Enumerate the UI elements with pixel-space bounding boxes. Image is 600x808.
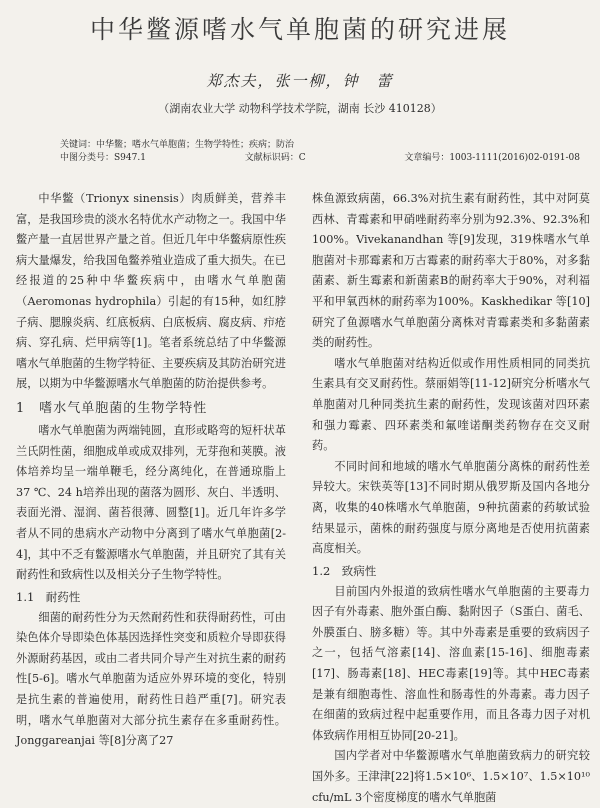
- class-number: 中图分类号：S947.1: [60, 153, 146, 163]
- subsection-heading: 1.2 致病性: [312, 563, 377, 578]
- meta-block: [60, 139, 580, 165]
- paragraph: 株鱼源致病菌，66.3%对抗生素有耐药性，其中对阿莫西林、青霉素和甲硝唑耐药率分别为92.3%、92.3%和100%。Vivekanandhan 等[9]发现，319株嗜水气单胞菌对卡那霉素和万古霉素的耐药率大于80%，对多黏菌素、新生霉素和新菌素B的耐药率大于90%，对利福平和甲氧西林的耐药率为100%。Kaskhedikar 等[10]研究了鱼源嗜水气单胞菌分离株对青霉素类和多黏菌素类的耐药性。: [312, 192, 590, 350]
- subsection-heading: 1.1 耐药性: [16, 589, 81, 604]
- paragraph: 嗜水气单胞菌为两端钝圆，直形或略弯的短杆状革兰氏阴性菌，细胞成单或成双排列，无芽孢和荚膜。液体培养均呈一端单鞭毛，经分离纯化，在普通琼脂上37 ℃、24 h培养出现的菌落为圆形、灰白、半透明、表面光滑、湿润、菌苔很薄、圆整[1]。近几年许多学者从不同的患病水产动物中分离到了嗜水气单胞菌[2-4]，其中不乏有鳖源嗜水气单胞菌，并且研究了其有关耐药性和致病性以及相关分子生物学特性。: [16, 423, 286, 582]
- paragraph: 中华鳖（Trionyx sinensis）肉质鲜美，营养丰富，是我国珍贵的淡水名特优水产动物之一。我国中华鳖产量一直居世界产量之首。但近几年中华鳖病原性疾病大量爆发，给我国龟鳖养殖业造成了重大损失。在已经报道的25种中华鳖疾病中，由嗜水气单胞菌（Aeromonas hydrophila）引起的有15种，如红脖子病、腮腺炎病、红底板病、白底板病、腐皮病、疖疮病、穿孔病、烂甲病等[1]。笔者系统总结了中华鳖源嗜水气单胞菌的生物学特征、主要疾病及其防治研究进展，以期为中华鳖源嗜水气单胞菌的防治提供参考。: [16, 192, 286, 391]
- paragraph: 国内学者对中华鳖源嗜水气单胞菌致病力的研究较国外多。王津津[22]将1.5×10⁶、1.5×10⁷、1.5×10¹⁰ cfu/mL 3个密度梯度的嗜水气单胞菌: [312, 749, 590, 804]
- paragraph: 细菌的耐药性分为天然耐药性和获得耐药性，可由染色体介导即染色体基因选择性突变和质粒介导即获得外源耐药基因，或由二者共同介导产生对抗生素的耐药性[5-6]。嗜水气单胞菌为适应外界环境的变化，特别是抗生素的普遍使用，耐药性日趋严重[7]。研究表明，嗜水气单胞菌对大部分抗生素存在多重耐药性。Jonggareanjai 等[8]分离了27: [16, 610, 286, 748]
- paper-title: 中华鳖源嗜水气单胞菌的研究进展: [89, 15, 510, 44]
- meta-row: [60, 152, 580, 165]
- paragraph: 目前国内外报道的致病性嗜水气单胞菌的主要毒力因子有外毒素、胞外蛋白酶、黏附因子（S蛋白、菌毛、外膜蛋白、膀多糖）等。其中外毒素是重要的致病因子之一，包括气溶素[14]、溶血素[15-16]、细胞毒素[17]、肠毒素[18]、HEC毒素[19]等。其中HEC毒素是兼有细胞毒性、溶血性和肠毒性的外毒素。毒力因子在细菌的致病过程中起重要作用，而且各毒力因子对机体致病作用相互协同[20-21]。: [312, 584, 590, 742]
- article-number: 文章编号：1003-1111(2016)02-0191-08: [404, 153, 580, 163]
- keywords: 关键词：中华鳖；嗜水气单胞菌；生物学特性；疾病；防治: [60, 140, 295, 150]
- document-code: 文献标识码：C: [244, 153, 306, 163]
- authors: 郑杰夫，张一柳，钟 蕾: [206, 72, 394, 90]
- paragraph: 嗜水气单胞菌对结构近似或作用性质相同的同类抗生素具有交叉耐药性。蔡丽娟等[11-12]研究分析嗜水气单胞菌对几种同类抗生素的耐药性，发现该菌对四环素和强力霉素、四环素类和氟喹诺酮类药物存在交叉耐药。: [312, 356, 590, 453]
- left-column: [16, 189, 286, 752]
- paragraph: 不同时间和地域的嗜水气单胞菌分离株的耐药性差异较大。宋铁英等[13]不同时期从俄罗斯及国内各地分离，收集的40株嗜水气单胞菌，9种抗菌素的药敏试验结果显示，菌株的耐药强度与原分离地是否使用抗菌素高度相关。: [312, 459, 590, 556]
- section-heading: 1 嗜水气单胞菌的生物学特性: [16, 400, 208, 416]
- affiliation: （湖南农业大学 动物科学技术学院，湖南 长沙 410128）: [158, 102, 442, 115]
- right-column: [312, 189, 590, 808]
